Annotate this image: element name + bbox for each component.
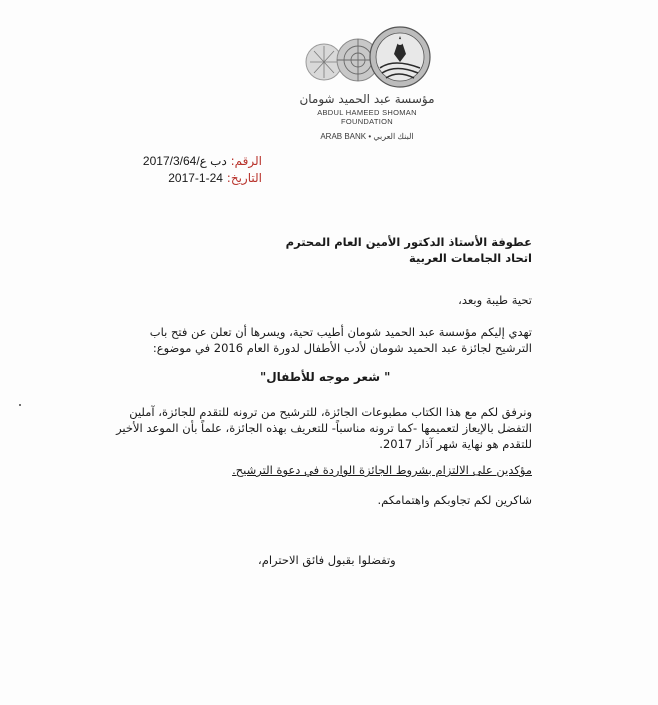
reference-number-value: دب ع/2017/3/64 bbox=[142, 154, 227, 168]
reference-number-row bbox=[132, 153, 262, 170]
paragraph-4: شاكرين لكم تجاوبكم واهتمامكم. bbox=[377, 493, 532, 507]
scan-dot bbox=[19, 404, 21, 406]
topic-line: " شعر موجه للأطفال" bbox=[260, 370, 391, 384]
addressee bbox=[112, 234, 532, 266]
addressee-line-2: اتحاد الجامعات العربية bbox=[408, 251, 532, 265]
foundation-logo-icon bbox=[302, 24, 432, 90]
reference-date-row bbox=[132, 170, 262, 187]
reference-date-label: التاريخ: bbox=[226, 171, 262, 185]
org-name-arabic: مؤسسة عبد الحميد شومان bbox=[299, 92, 435, 106]
reference-block bbox=[132, 153, 262, 187]
paragraph-2: ونرفق لكم مع هذا الكتاب مطبوعات الجائزة، للترشيح من ترونه للتقدم للجائزة، آملين التفضل بالإيعاز لتعميمها -كما ترونه مناسباً- للتعريف بهذه الجائزة، علماً بأن الموعد الأخير للتقدم هو نهاية شهر آذار 2017. bbox=[116, 405, 532, 451]
bank-line: ARAB BANK • البنك العربي bbox=[320, 132, 414, 141]
paragraph-3: مؤكدين على الالتزام بشروط الجائزة الواردة في دعوة الترشيح. bbox=[232, 463, 532, 477]
paragraph-1: تهدي إليكم مؤسسة عبد الحميد شومان أطيب تحية، ويسرها أن تعلن عن فتح باب الترشيح لجائزة عبد الحميد شومان لأدب الأطفال لدورة العام 2016 في موضوع: bbox=[149, 325, 532, 355]
reference-date-value: 24-1-2017 bbox=[168, 171, 223, 185]
closing-line: وتفضلوا بقبول فائق الاحترام، bbox=[258, 553, 396, 567]
addressee-line-1: عطوفة الأستاذ الدكتور الأمين العام المحترم bbox=[285, 235, 532, 249]
reference-number-label: الرقم: bbox=[230, 154, 262, 168]
letterhead bbox=[292, 24, 442, 141]
org-name-english: ABDUL HAMEED SHOMAN FOUNDATION bbox=[317, 108, 417, 126]
greeting: تحية طيبة وبعد، bbox=[458, 293, 532, 307]
